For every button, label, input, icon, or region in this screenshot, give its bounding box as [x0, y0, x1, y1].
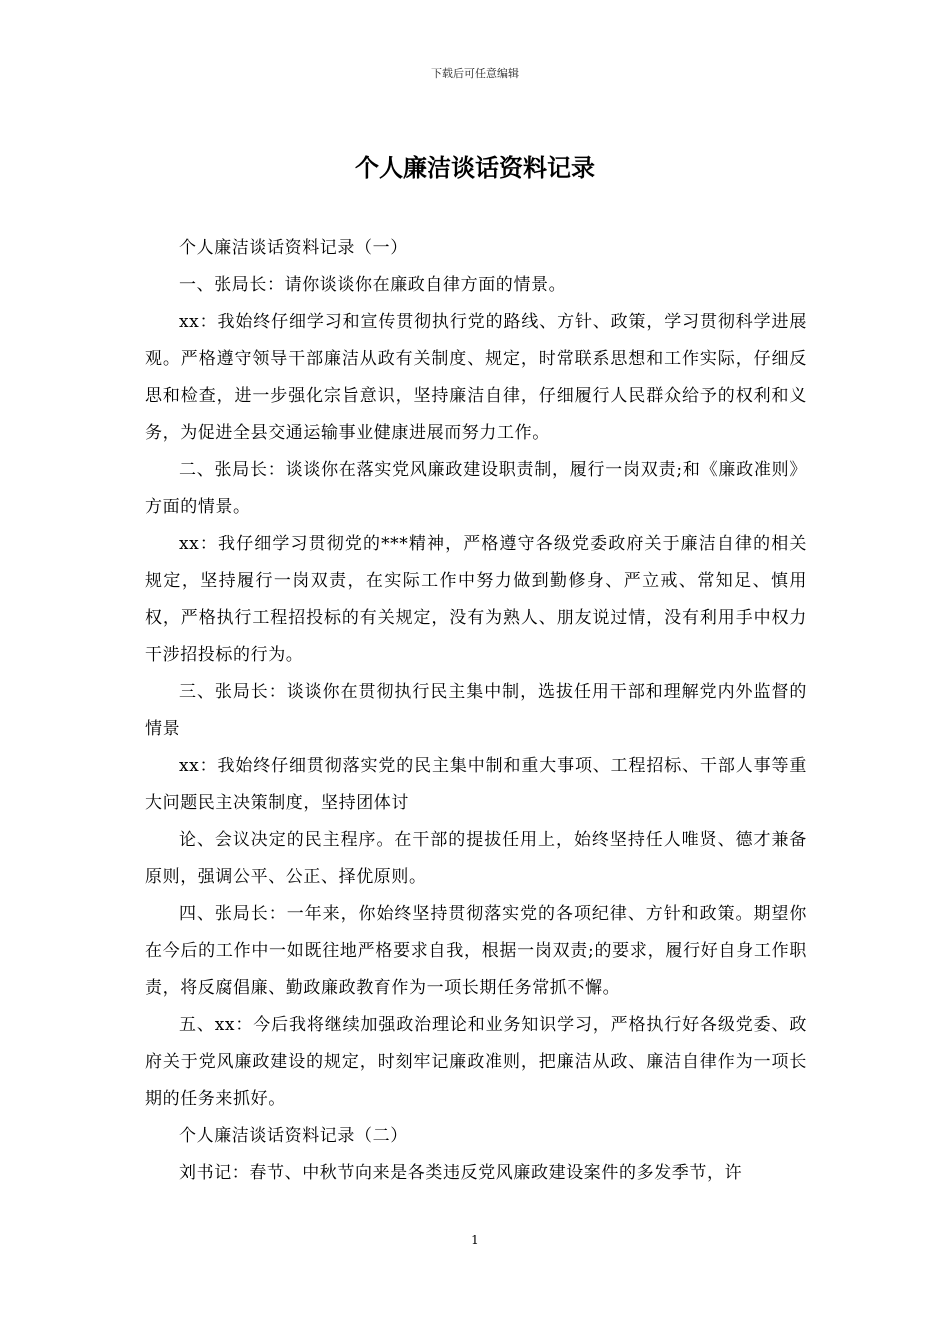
answer-three-part-one: xx：我始终仔细贯彻落实党的民主集中制和重大事项、工程招标、干部人事等重大问题民主决策制度，坚持团体讨: [145, 756, 807, 813]
question-one: 一、张局长：请你谈谈你在廉政自律方面的情景。: [179, 275, 567, 295]
header-note: 下载后可任意编辑: [431, 67, 519, 80]
answer-three-part-two: 论、会议决定的民主程序。在干部的提拔任用上，始终坚持任人唯贤、德才兼备原则，强调公平、公正、择优原则。: [145, 830, 807, 887]
secretary-liu-statement: 刘书记：春节、中秋节向来是各类违反党风廉政建设案件的多发季节，许: [179, 1163, 743, 1183]
answer-two: xx：我仔细学习贯彻党的***精神，严格遵守各级党委政府关于廉洁自律的相关规定，坚持履行一岗双责，在实际工作中努力做到勤修身、严立戒、常知足、慎用权，严格执行工程招投标的有关规定，没有为熟人、朋友说过情，没有利用手中权力干涉招投标的行为。: [145, 534, 807, 665]
section-heading-one: 个人廉洁谈话资料记录（一）: [179, 238, 408, 258]
question-two: 二、张局长：谈谈你在落实党风廉政建设职责制，履行一岗双责;和《廉政准则》方面的情景。: [145, 460, 807, 517]
answer-five: 五、xx：今后我将继续加强政治理论和业务知识学习，严格执行好各级党委、政府关于党风廉政建设的规定，时刻牢记廉政准则，把廉洁从政、廉洁自律作为一项长期的任务来抓好。: [145, 1015, 807, 1109]
document-title: 个人廉洁谈话资料记录: [355, 153, 595, 182]
document-body: [145, 230, 807, 1192]
page-number: 1: [471, 1233, 479, 1247]
question-three: 三、张局长：谈谈你在贯彻执行民主集中制，选拔任用干部和理解党内外监督的情景: [145, 682, 807, 739]
question-four: 四、张局长：一年来，你始终坚持贯彻落实党的各项纪律、方针和政策。期望你在今后的工作中一如既往地严格要求自我，根据一岗双责;的要求，履行好自身工作职责，将反腐倡廉、勤政廉政教育作为一项长期任务常抓不懈。: [145, 904, 807, 998]
answer-one: xx：我始终仔细学习和宣传贯彻执行党的路线、方针、政策，学习贯彻科学进展观。严格遵守领导干部廉洁从政有关制度、规定，时常联系思想和工作实际，仔细反思和检查，进一步强化宗旨意识，坚持廉洁自律，仔细履行人民群众给予的权利和义务，为促进全县交通运输事业健康进展而努力工作。: [145, 312, 807, 443]
section-heading-two: 个人廉洁谈话资料记录（二）: [179, 1126, 408, 1146]
